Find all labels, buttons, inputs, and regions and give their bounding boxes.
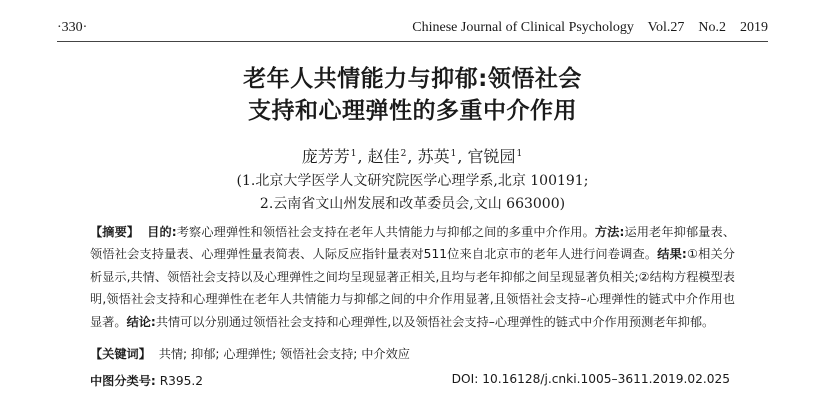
article-footer [90,372,730,389]
abstract [90,221,735,333]
keywords [90,345,735,362]
results-label: 结果: [657,247,687,262]
conclusion-text: 共情可以分别通过领悟社会支持和心理弹性,以及领悟社会支持–心理弹性的链式中介作用预测老年抑郁。 [155,314,715,329]
keywords-label: 【关键词】 [90,347,151,361]
header-rule [57,41,768,42]
objective-text: 考察心理弹性和领悟社会支持在老年人共情能力与抑郁之间的多重中介作用。 [176,225,595,239]
method-label: 方法: [594,225,625,239]
journal-name: Chinese Journal of Clinical Psychology [412,20,634,35]
author: 官锐园$^1$ [467,147,523,166]
keywords-text: 共情; 抑郁; 心理弹性; 领悟社会支持; 中介效应 [158,347,410,361]
abstract-label: 【摘要】 [90,225,140,239]
page-number: ·330· [57,20,88,35]
author-list [0,144,825,167]
clc-number: 中图分类号: R395.2 [90,374,204,388]
journal-info [412,20,768,36]
author: 赵佳$^2$, [367,147,418,166]
method-text: 运用老年抑郁量表、领悟社会支持量表、心理弹性量表简表、人际反应指针量表对511位来自北京市的老年人进行问卷调查。 [90,225,736,262]
objective-label: 目的: [147,225,177,239]
results-text: ①相关分析显示,共情、领悟社会支持以及心理弹性之间均呈现显著正相关,且均与老年抑郁之间呈现显著负相关;②结构方程模型表明,领悟社会支持和心理弹性在老年人共情能力与抑郁之间的中介作用显著,且领悟社会支持–心理弹性的链式中介作用也显著。 [90,247,735,329]
running-header [57,20,768,42]
journal-issue: No.2 [698,20,726,35]
affiliation-1: (1.北京大学医学人文研究院医学心理学系,北京 100191; [236,173,589,189]
author: 苏英$^1$, [417,147,468,166]
author: 庞芳芳$^1$, [301,147,368,166]
paper-title-line-2: 支持和心理弹性的多重中介作用 [248,98,577,124]
journal-volume: Vol.27 [647,20,685,35]
conclusion-label: 结论: [126,314,156,329]
doi: DOI: 10.16128/j.cnki.1005–3611.2019.02.025 [451,372,730,386]
paper-title-line-1: 老年人共情能力与抑郁:领悟社会 [243,66,582,92]
journal-year: 2019 [740,20,768,35]
affiliation-2: 2.云南省文山州发展和改革委员会,文山 663000) [259,196,566,212]
